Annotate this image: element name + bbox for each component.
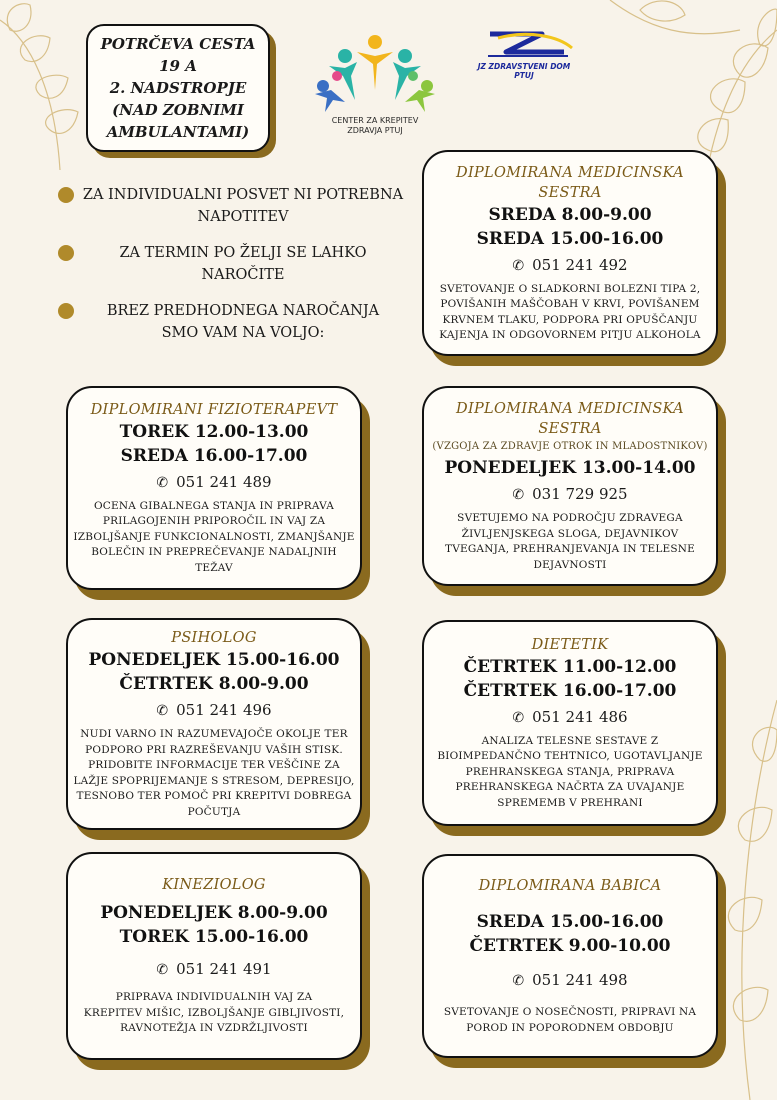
bullet-dot-icon	[58, 245, 74, 261]
card-time: PONEDELJEK 13.00-14.00	[444, 458, 696, 478]
desc-line: PRIPRAVA INDIVIDUALNIH VAJ ZA	[115, 991, 313, 1004]
phone-number: 031 729 925	[532, 485, 628, 503]
address-box	[86, 24, 270, 152]
desc-line: SVETUJEMO NA PODROČJU ZDRAVEGA	[457, 512, 683, 524]
card-psiholog	[66, 618, 362, 830]
card-description	[444, 1005, 696, 1036]
center-za-krepitev-logo	[305, 30, 445, 145]
card-medicinska-sestra	[422, 150, 718, 356]
desc-line: IZBOLJŠANJE FUNKCIONALNOSTI, ZMANJŠANJE	[73, 530, 355, 543]
phone-number: 051 241 496	[176, 701, 272, 719]
desc-line: ANALIZA TELESNE SESTAVE Z	[481, 734, 659, 747]
card-medicinska-sestra-vzgoja	[422, 386, 718, 586]
card-title: DIPLOMIRANA MEDICINSKA	[456, 401, 684, 417]
card-title: DIPLOMIRANA BABICA	[478, 878, 662, 894]
desc-line: PRILAGOJENIH PRIPOROČIL IN VAJ ZA	[102, 515, 326, 528]
card-phone	[156, 698, 271, 723]
card-phone	[156, 470, 271, 495]
phone-number: 051 241 498	[532, 971, 628, 989]
card-description	[437, 734, 702, 812]
bullet-text: SMO VAM NA VOLJO:	[161, 325, 325, 341]
card-title: DIPLOMIRANI FIZIOTERAPEVT	[90, 401, 338, 418]
card-time: TOREK 15.00-16.00	[119, 927, 309, 948]
card-title: SESTRA	[538, 421, 602, 437]
bullet-text: BREZ PREDHODNEGA NAROČANJA	[106, 303, 380, 319]
desc-line: POROD IN POPORODNEM OBDOBJU	[466, 1021, 674, 1034]
card-kineziolog	[66, 852, 362, 1060]
address-line: POTRČEVA CESTA 19 A	[100, 35, 256, 75]
card-time: ČETRTEK 9.00-10.00	[469, 936, 671, 956]
desc-line: ŽIVLJENJSKEGA SLOGA, DEJAVNIKOV	[461, 527, 679, 540]
address-line: (NAD ZOBNIMI	[112, 101, 244, 119]
card-subtitle: (VZGOJA ZA ZDRAVJE OTROK IN MLADOSTNIKOV)	[432, 441, 708, 452]
desc-line: PRIDOBITE INFORMACIJE TER VEŠČINE ZA	[88, 759, 340, 771]
desc-line: TEŽAV	[195, 561, 233, 574]
card-title: DIPLOMIRANA MEDICINSKA	[456, 164, 684, 181]
desc-line: POČUTJA	[187, 805, 241, 818]
phone-icon: ✆	[512, 257, 525, 274]
center-logo-label: CENTER ZA KREPITEV	[331, 116, 419, 125]
leaf-decoration-top-left	[0, 0, 90, 180]
card-phone	[512, 705, 627, 730]
desc-line: KRVNEM TLAKU, PODPORA PRI OPUŠČANJU	[442, 313, 698, 326]
card-description	[73, 499, 354, 577]
card-description	[439, 282, 700, 344]
card-description	[445, 511, 695, 573]
phone-number: 051 241 489	[176, 472, 272, 491]
address-line: AMBULANTAMI)	[106, 123, 250, 141]
zd-swoosh-icon	[468, 28, 580, 62]
people-circle-logo-icon	[305, 30, 445, 116]
phone-icon: ✆	[156, 703, 169, 719]
desc-line: OCENA GIBALNEGA STANJA IN PRIPRAVA	[94, 499, 334, 512]
desc-line: PREHRANSKEGA NAČRTA ZA UVAJANJE	[455, 781, 685, 794]
bullet-item	[58, 300, 408, 344]
address-line: 2. NADSTROPJE	[109, 79, 247, 97]
bullet-text: NAPOTITEV	[197, 209, 289, 225]
phone-number: 051 241 491	[176, 960, 272, 979]
card-title: KINEZIOLOG	[162, 877, 266, 894]
card-time: PONEDELJEK 15.00-16.00	[88, 650, 340, 670]
desc-line: NUDI VARNO IN RAZUMEVAJOČE OKOLJE TER	[80, 728, 348, 740]
desc-line: PREHRANSKEGA STANJA, PRIPRAVA	[465, 765, 675, 778]
desc-line: BIOIMPEDANČNO TEHTNICO, UGOTAVLJANJE	[437, 750, 703, 763]
desc-line: POVIŠANIH MAŠČOBAH V KRVI, POVIŠANEM	[440, 298, 700, 310]
card-time: SREDA 15.00-16.00	[476, 912, 664, 932]
desc-line: SVETOVANJE O NOSEČNOSTI, PRIPRAVI NA	[443, 1006, 697, 1018]
card-phone	[512, 253, 627, 278]
card-phone	[156, 957, 271, 982]
bullet-dot-icon	[58, 303, 74, 319]
jz-logo-label: JZ ZDRAVSTVENI DOM PTUJ	[477, 62, 571, 80]
card-description	[84, 990, 344, 1037]
info-bullet-list	[58, 184, 408, 358]
card-time: PONEDELJEK 8.00-9.00	[100, 903, 328, 924]
card-time: SREDA 16.00-17.00	[120, 445, 308, 466]
card-dietetik	[422, 620, 718, 826]
card-title: SESTRA	[538, 184, 602, 201]
phone-icon: ✆	[156, 962, 169, 979]
desc-line: SPREMEMB V PREHRANI	[497, 796, 643, 809]
bullet-text: NAROČITE	[201, 267, 285, 283]
phone-icon: ✆	[512, 487, 525, 503]
desc-line: RAVNOTEŽJA IN VZDRŽLJIVOSTI	[120, 1022, 308, 1035]
center-logo-label: ZDRAVJA PTUJ	[347, 126, 403, 135]
phone-number: 051 241 486	[532, 707, 628, 726]
desc-line: PODPORO PRI RAZREŠEVANJU VAŠIH STISK.	[85, 743, 343, 756]
phone-icon: ✆	[512, 973, 525, 989]
card-title: PSIHOLOG	[171, 630, 257, 646]
bullet-text: ZA INDIVIDUALNI POSVET NI POTREBNA	[82, 187, 404, 203]
phone-icon: ✆	[156, 474, 169, 491]
card-fizioterapevt	[66, 386, 362, 590]
desc-line: TESNOBO TER POMOČ PRI KREPITVI DOBREGA	[76, 790, 352, 802]
desc-line: TVEGANJA, PREHRANJEVANJA IN TELESNE	[444, 543, 695, 555]
desc-line: SVETOVANJE O SLADKORNI BOLEZNI TIPA 2,	[439, 282, 701, 295]
desc-line: LAŽJE SPOPRIJEMANJE S STRESOM, DEPRESIJO,	[73, 774, 355, 787]
card-time: TOREK 12.00-13.00	[119, 421, 309, 442]
desc-line: BOLEČIN IN PREPREČEVANJE NADALJNIH	[91, 546, 337, 559]
card-title: DIETETIK	[531, 636, 609, 653]
bullet-item	[58, 242, 408, 286]
desc-line: DEJAVNOSTI	[533, 558, 607, 571]
bullet-dot-icon	[58, 187, 74, 203]
card-phone	[512, 482, 627, 507]
phone-number: 051 241 492	[532, 255, 628, 274]
card-time: SREDA 8.00-9.00	[488, 204, 652, 225]
phone-icon: ✆	[512, 709, 525, 726]
card-description	[74, 727, 355, 820]
card-time: ČETRTEK 11.00-12.00	[463, 656, 677, 677]
bullet-item	[58, 184, 408, 228]
bullet-text: ZA TERMIN PO ŽELJI SE LAHKO	[119, 245, 367, 261]
card-time: ČETRTEK 8.00-9.00	[119, 674, 309, 694]
desc-line: KAJENJA IN ODGOVORNEM PITJU ALKOHOLA	[439, 329, 701, 341]
card-phone	[512, 968, 627, 993]
card-time: ČETRTEK 16.00-17.00	[463, 680, 677, 701]
card-babica	[422, 854, 718, 1058]
jz-zdravstveni-dom-logo	[468, 28, 580, 88]
desc-line: KREPITEV MIŠIC, IZBOLJŠANJE GIBLJIVOSTI,	[83, 1006, 345, 1019]
card-time: SREDA 15.00-16.00	[476, 228, 664, 249]
